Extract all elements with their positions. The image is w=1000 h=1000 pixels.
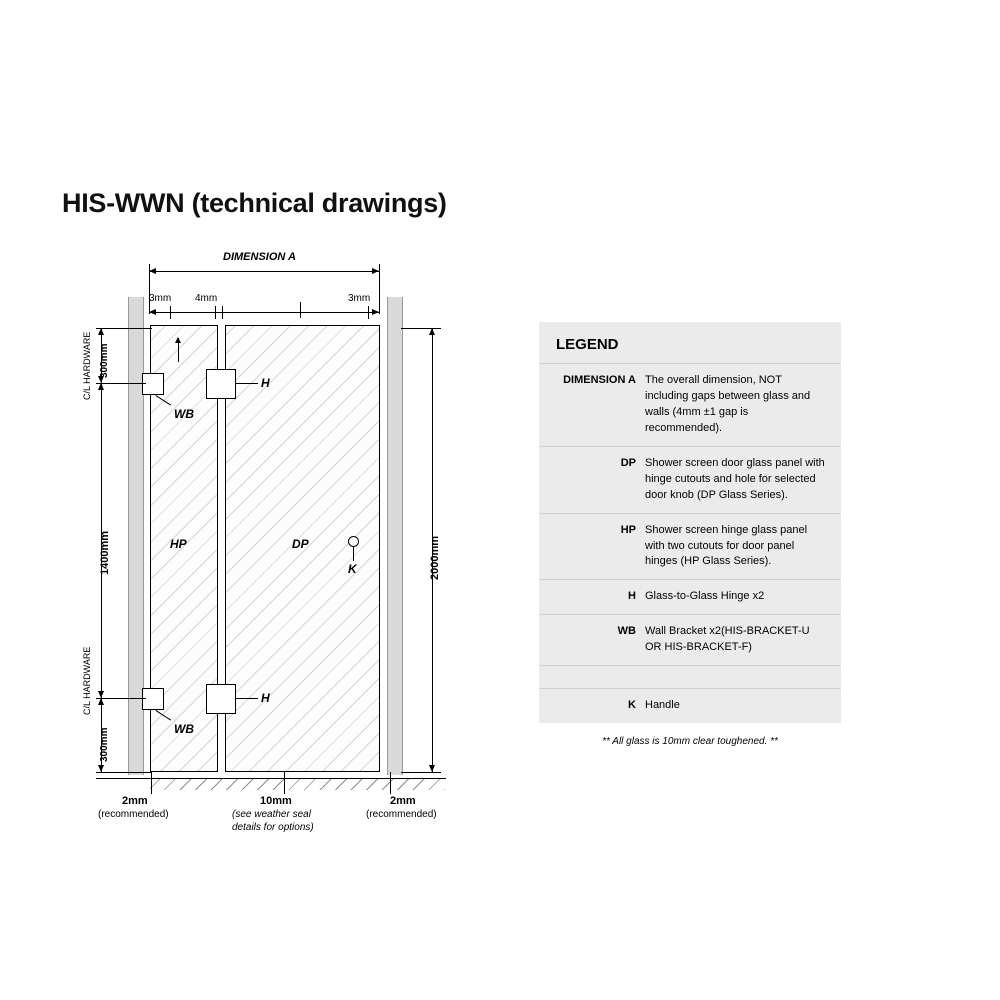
hinge-top <box>206 369 236 399</box>
gap-left-arrow <box>149 309 156 315</box>
gap-tick-1 <box>170 306 171 319</box>
left-dim-tick-top <box>96 328 152 329</box>
dimension-a-tick-left <box>149 264 150 314</box>
overall-height-label: 2000mm <box>429 535 441 580</box>
legend-row <box>539 363 841 446</box>
left-dim-300-bottom-arrow-top <box>98 698 104 705</box>
legend-key: H <box>628 590 636 603</box>
hinge-top-label: H <box>261 376 270 390</box>
hp-panel-label: HP <box>170 537 187 551</box>
overall-height-arrow-top <box>429 328 435 335</box>
gap-tick-4 <box>300 302 301 318</box>
overall-height-arrow-bottom <box>429 765 435 772</box>
gap-dimension-line <box>149 312 379 313</box>
floor-mid-note-1: (see weather seal <box>232 809 311 820</box>
floor-mid-note-2: details for options) <box>232 822 314 833</box>
gap-right-label: 3mm <box>348 293 371 304</box>
floor-left-label: 2mm <box>122 795 148 807</box>
wall-bracket-bottom <box>142 688 164 710</box>
dimension-a-tick-right <box>379 264 380 314</box>
floor-right-label: 2mm <box>390 795 416 807</box>
top-offset-label: 300mm <box>99 343 110 378</box>
gap-tick-5 <box>368 306 369 319</box>
left-dim-tick-cl-bottom <box>96 698 146 699</box>
panel-direction-arrow <box>178 338 179 362</box>
technical-drawing <box>60 250 480 840</box>
legend-value: Wall Bracket x2(HIS-BRACKET-U OR HIS-BRACKET-F) <box>645 625 810 654</box>
legend-row <box>539 579 841 614</box>
overall-height-tick-top <box>401 328 441 329</box>
legend-key: K <box>628 699 636 712</box>
left-dim-300-top-arrow-top <box>98 328 104 335</box>
legend-key: DIMENSION A <box>563 374 636 386</box>
floor-left-note: (recommended) <box>98 809 169 820</box>
legend-value: Handle <box>645 699 680 712</box>
floor-mid-leader <box>284 772 285 794</box>
overall-height-tick-bottom <box>401 772 441 773</box>
hinge-bottom-label: H <box>261 691 270 705</box>
dimension-a-arrow-left <box>149 268 156 274</box>
gap-mid-label: 4mm <box>195 293 218 304</box>
dp-panel-label: DP <box>292 537 309 551</box>
gap-tick-3 <box>222 306 223 319</box>
left-dim-1400-arrow-top <box>98 383 104 390</box>
cl-hardware-bottom-label: C/L HARDWARE <box>82 646 92 715</box>
floor-mid-label: 10mm <box>260 795 292 807</box>
legend-note: ** All glass is 10mm clear toughened. ** <box>539 723 841 759</box>
hinge-top-leader <box>236 383 258 384</box>
bottom-offset-label: 300mm <box>99 727 110 762</box>
legend-row <box>539 446 841 513</box>
legend-row <box>539 513 841 580</box>
handle-label: K <box>348 562 357 576</box>
floor-hatch <box>150 779 445 790</box>
handle-knob-icon <box>348 536 359 547</box>
left-dim-tick-bottom <box>96 772 152 773</box>
floor-right-note: (recommended) <box>366 809 437 820</box>
wall-right <box>387 297 403 775</box>
left-dim-1400-arrow-bottom <box>98 691 104 698</box>
legend-spacer <box>539 665 841 688</box>
legend-key: DP <box>620 456 636 469</box>
legend-value: Glass-to-Glass Hinge x2 <box>645 590 765 603</box>
legend-value: Shower screen door glass panel with hinge cutouts and hole for selected door knob (DP Glass Series). <box>645 456 825 501</box>
left-dim-tick-cl-top <box>96 383 146 384</box>
wall-bracket-bottom-label: WB <box>174 722 194 736</box>
wall-bracket-top <box>142 373 164 395</box>
dimension-a-label: DIMENSION A <box>223 251 296 263</box>
legend-value: The overall dimension, NOT including gaps between glass and walls (4mm ±1 gap is recommended). <box>645 374 811 434</box>
floor-left-leader <box>151 772 152 794</box>
hinge-bottom-leader <box>236 698 258 699</box>
gap-right-arrow <box>372 309 379 315</box>
legend-title: LEGEND <box>556 336 619 353</box>
legend-key: WB <box>617 625 636 638</box>
cl-hardware-top-label: C/L HARDWARE <box>82 331 92 400</box>
legend-rows <box>539 363 841 723</box>
floor-right-leader <box>390 772 391 794</box>
dimension-a-line <box>149 271 379 272</box>
gap-tick-2 <box>215 306 216 319</box>
legend-key: HP <box>620 523 636 536</box>
legend-row <box>539 688 841 723</box>
hinge-bottom <box>206 684 236 714</box>
handle-leader <box>353 547 354 561</box>
gap-left-label: 3mm <box>149 293 172 304</box>
left-dim-300-bottom-arrow-bottom <box>98 765 104 772</box>
legend-panel <box>539 322 841 759</box>
page-title: HIS-WWN (technical drawings) <box>62 188 447 218</box>
legend-row <box>539 614 841 665</box>
wall-bracket-top-label: WB <box>174 407 194 421</box>
middle-span-label: 1400mm <box>99 530 111 575</box>
dimension-a-arrow-right <box>372 268 379 274</box>
legend-value: Shower screen hinge glass panel with two cutouts for door panel hinges (HP Glass Series). <box>645 523 808 568</box>
